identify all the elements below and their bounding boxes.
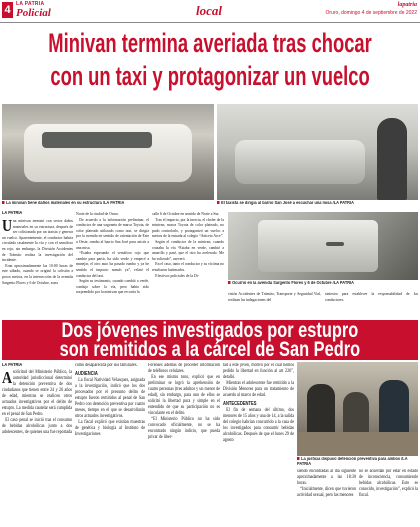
caption-marker <box>2 201 4 204</box>
story2-column-6 <box>359 469 418 525</box>
paragraph: “Estaba esperando el semáforo rojo que cambie para partir, ha sido verde y empecé a manejar, el otro auto ha pasado rumbo y ya he sentido el impacto nomás ya”, relató el conductor del taxi. <box>76 250 149 278</box>
story1-column-5 <box>325 291 418 317</box>
table <box>297 432 418 456</box>
masthead <box>16 1 86 21</box>
drop-cap: U <box>2 216 13 235</box>
story2-headline-line2: son remitidos a la cárcel de San Pedro <box>59 338 361 360</box>
story1-caption-3 <box>228 281 418 290</box>
story2-column-1 <box>2 363 72 525</box>
story2-column-3 <box>148 363 220 525</box>
subheading-antecedentes: ANTECEDENTES <box>223 401 257 407</box>
paragraph: En ese mismo tono, explicó que en preliminar se logró la aprehensión de cuatro personas (tres adultos y un menor de edad), sin embargo, para uno de ellos se solicitó la libertad pura y simple en el entendido de que su participación no es vinculante en el delito. <box>148 375 220 416</box>
minivan-window <box>42 132 152 148</box>
police-detainees-photo <box>297 362 418 456</box>
paragraph: El fin de semana del último, dos menores de 15 años y una de 14, a la salida del colegio habrían concurrido a la casa de los investigados para consumir bebidas alcohólicas. Después de que el lunes 29 de agosto <box>223 408 294 443</box>
taxi-photo <box>217 104 418 200</box>
story1-caption-2 <box>217 201 418 210</box>
story1-column-3 <box>152 211 224 317</box>
caption-text: El taxista se dirigía al barrio San José a escuchar una misa /LA PATRIA <box>221 201 354 206</box>
story1-column-4 <box>228 291 321 317</box>
story2-headline-line1: Dos jóvenes investigados por estupro <box>61 320 359 342</box>
paragraph: “Inicialmente, dicen que tuvieron actividad sexual, pero las menores <box>297 487 356 498</box>
paragraph: Eran aproximadamente las 10:00 horas de este sábado, cuando se originó la colisión a pocos metros, en la intersección de la avenida Sargento Flores y 6 de Octubre, zona <box>2 262 73 285</box>
car-door <box>258 220 378 272</box>
brand-name: LA PATRIA <box>16 1 45 7</box>
paragraph: El caso penal se inició tras el consumo de bebidas alcohólicas junto a dos adolescentes, de quienes una fue reportada <box>2 418 72 435</box>
story1-headline-line2: con un taxi y protagonizar un vuelco <box>50 61 370 91</box>
paragraph: Tras el impacto, por la inercia, el chofer de la minivan, marca Toyota de color plateado, no pudo controlarlo, y protagonizó un vuelco a metros de la entrada al colegio “Aniceto Arce”. <box>152 216 224 239</box>
caption-text: La justicia dispuso detención preventiva para ambos /LA PATRIA <box>297 457 408 468</box>
minivan-photo <box>2 104 214 200</box>
story2-column-4 <box>223 363 294 525</box>
story2-headline-banner <box>2 320 418 360</box>
paragraph: Forenses además de proceder información de teléfonos celulares. <box>148 363 220 374</box>
subheading-audiencia: AUDIENCIA <box>75 371 98 377</box>
door-handle <box>326 242 344 246</box>
paragraph: Según el conductor de la minivan, cuando cruzaba la vía “Estaba en verde, cambió a amarillo y pasé, que el otro ha acelerado. Me ha volteado”, aseveró. <box>152 238 224 261</box>
paragraph: tad a este joven, motivo por el cual hemos pedido la libertad en función al art 226”, detalló. <box>223 363 294 380</box>
paragraph: Efectivos policiales de la Di- <box>155 272 200 278</box>
taxi-door-photo <box>228 212 418 280</box>
story2-column-5 <box>297 469 356 525</box>
paragraph: na minivan terminó con serios daños materiales en su estructura, después de ser colisionada por un taxista y generar un vuelco. Aparentemente, el conductor habría circulado rasalmente la vía y con el semáforo en rojo, sin embargo, la División Accidentes de Tránsito realiza la investigación del incidente. <box>2 218 73 263</box>
header-divider <box>0 22 420 23</box>
story1-caption-1 <box>2 201 214 210</box>
story2-column-2 <box>75 363 145 525</box>
bystander-figure <box>377 118 407 200</box>
taxi-vehicle <box>235 140 365 184</box>
paragraph: como desaparecida por sus familiares. <box>75 363 138 368</box>
paragraph: siniestro para establecer la responsabilidad de los conductores. <box>325 291 418 302</box>
paragraph: Mientras el adolescente fue remitido a la División Menores para un tratamiento de acuerdo al marco de edad. <box>223 381 294 398</box>
story2-caption <box>297 457 418 468</box>
paragraph: La fiscal Natividad Velasquez, asignada a la investigación, indicó que los dos procesados por el presunto delito de estupro fueron remitidos al penal de San Pedro con detención preventiva por cuatro meses, tiempo en el que se desarrollarán otros actuados investigativos. <box>75 378 145 419</box>
caption-text: Ocurrió en la avenida Sargento Flores y 6 de Octubre /LA PATRIA <box>232 281 354 286</box>
page-number: 4 <box>2 2 13 18</box>
paragraph: visión Accidentes de Tránsito, Transporte y Seguridad Vial, realizan las indagaciones del <box>228 291 321 302</box>
caption-marker <box>228 281 230 284</box>
site-name: lapatria <box>397 2 417 8</box>
caption-text: La minivan tiene daños materiales en su estructura /LA PATRIA <box>6 201 125 206</box>
story1-headline-line1: Minivan termina averiada tras chocar <box>48 28 372 58</box>
story1-column-2 <box>76 211 149 317</box>
paragraph: calle 6 de Octubre en sentido de Norte a Sur. <box>152 211 220 216</box>
caption-marker <box>297 457 299 460</box>
edition-date: Oruro, domingo 4 de septiembre de 2022 <box>325 10 417 16</box>
section-tag: Policial <box>16 7 51 19</box>
paragraph: Según su testimonio, cuando cambió a verde, condujo sobre la vía, pero había sido sorprendido por la minivan que recorría la <box>76 278 149 295</box>
paragraph: De acuerdo a la información preliminar, el conductor de una vagoneta de marca Toyota, de color plateado utilizado como taxi, se dirigía por la avenida en sentido de orientación de Este a Oeste, rumbo al barrio San José para asistir a una misa. <box>76 216 149 250</box>
paragraph: solicitud del Ministerio Público, la autoridad jurisdiccional determinó la detención preventiva de dos ciudadanos que tienen entre 24 y 26 años de edad, mientras se realicen otros actuados investigativos por el delito de estupro. La medida cautelar será cumplida en el penal de San Pedro. <box>2 370 72 417</box>
paragraph: siendo encontradas al día siguiente aproximadamente a las 18:30 horas. <box>297 469 356 486</box>
paragraph: no se acuerdan por estar en estado de inconsciencia, consumiendo bebidas alcohólicas. Esto es conocido, investigación”, explicó la fiscal. <box>359 469 418 498</box>
drop-cap: A <box>2 368 13 387</box>
byline: LA PATRIA <box>2 211 23 216</box>
byline: LA PATRIA <box>2 363 23 368</box>
paragraph: En el caso, tanto el conductor y su víctima no resultaron lastimados. <box>152 261 224 272</box>
paragraph: La fiscal explicó que existían muestras de genética y biología al Instituto de Investigaciones <box>75 420 145 437</box>
paragraph: Norte de la ciudad de Oruro. <box>76 211 120 216</box>
story1-column-1 <box>2 211 73 317</box>
story1-headline <box>4 27 416 103</box>
paragraph: “El Ministerio Público no ha sido convocado oficialmente, no se ha encontrado ningún indicio, que pueda privar de liber- <box>148 417 220 440</box>
section-title: local <box>196 3 222 18</box>
caption-marker <box>217 201 219 204</box>
